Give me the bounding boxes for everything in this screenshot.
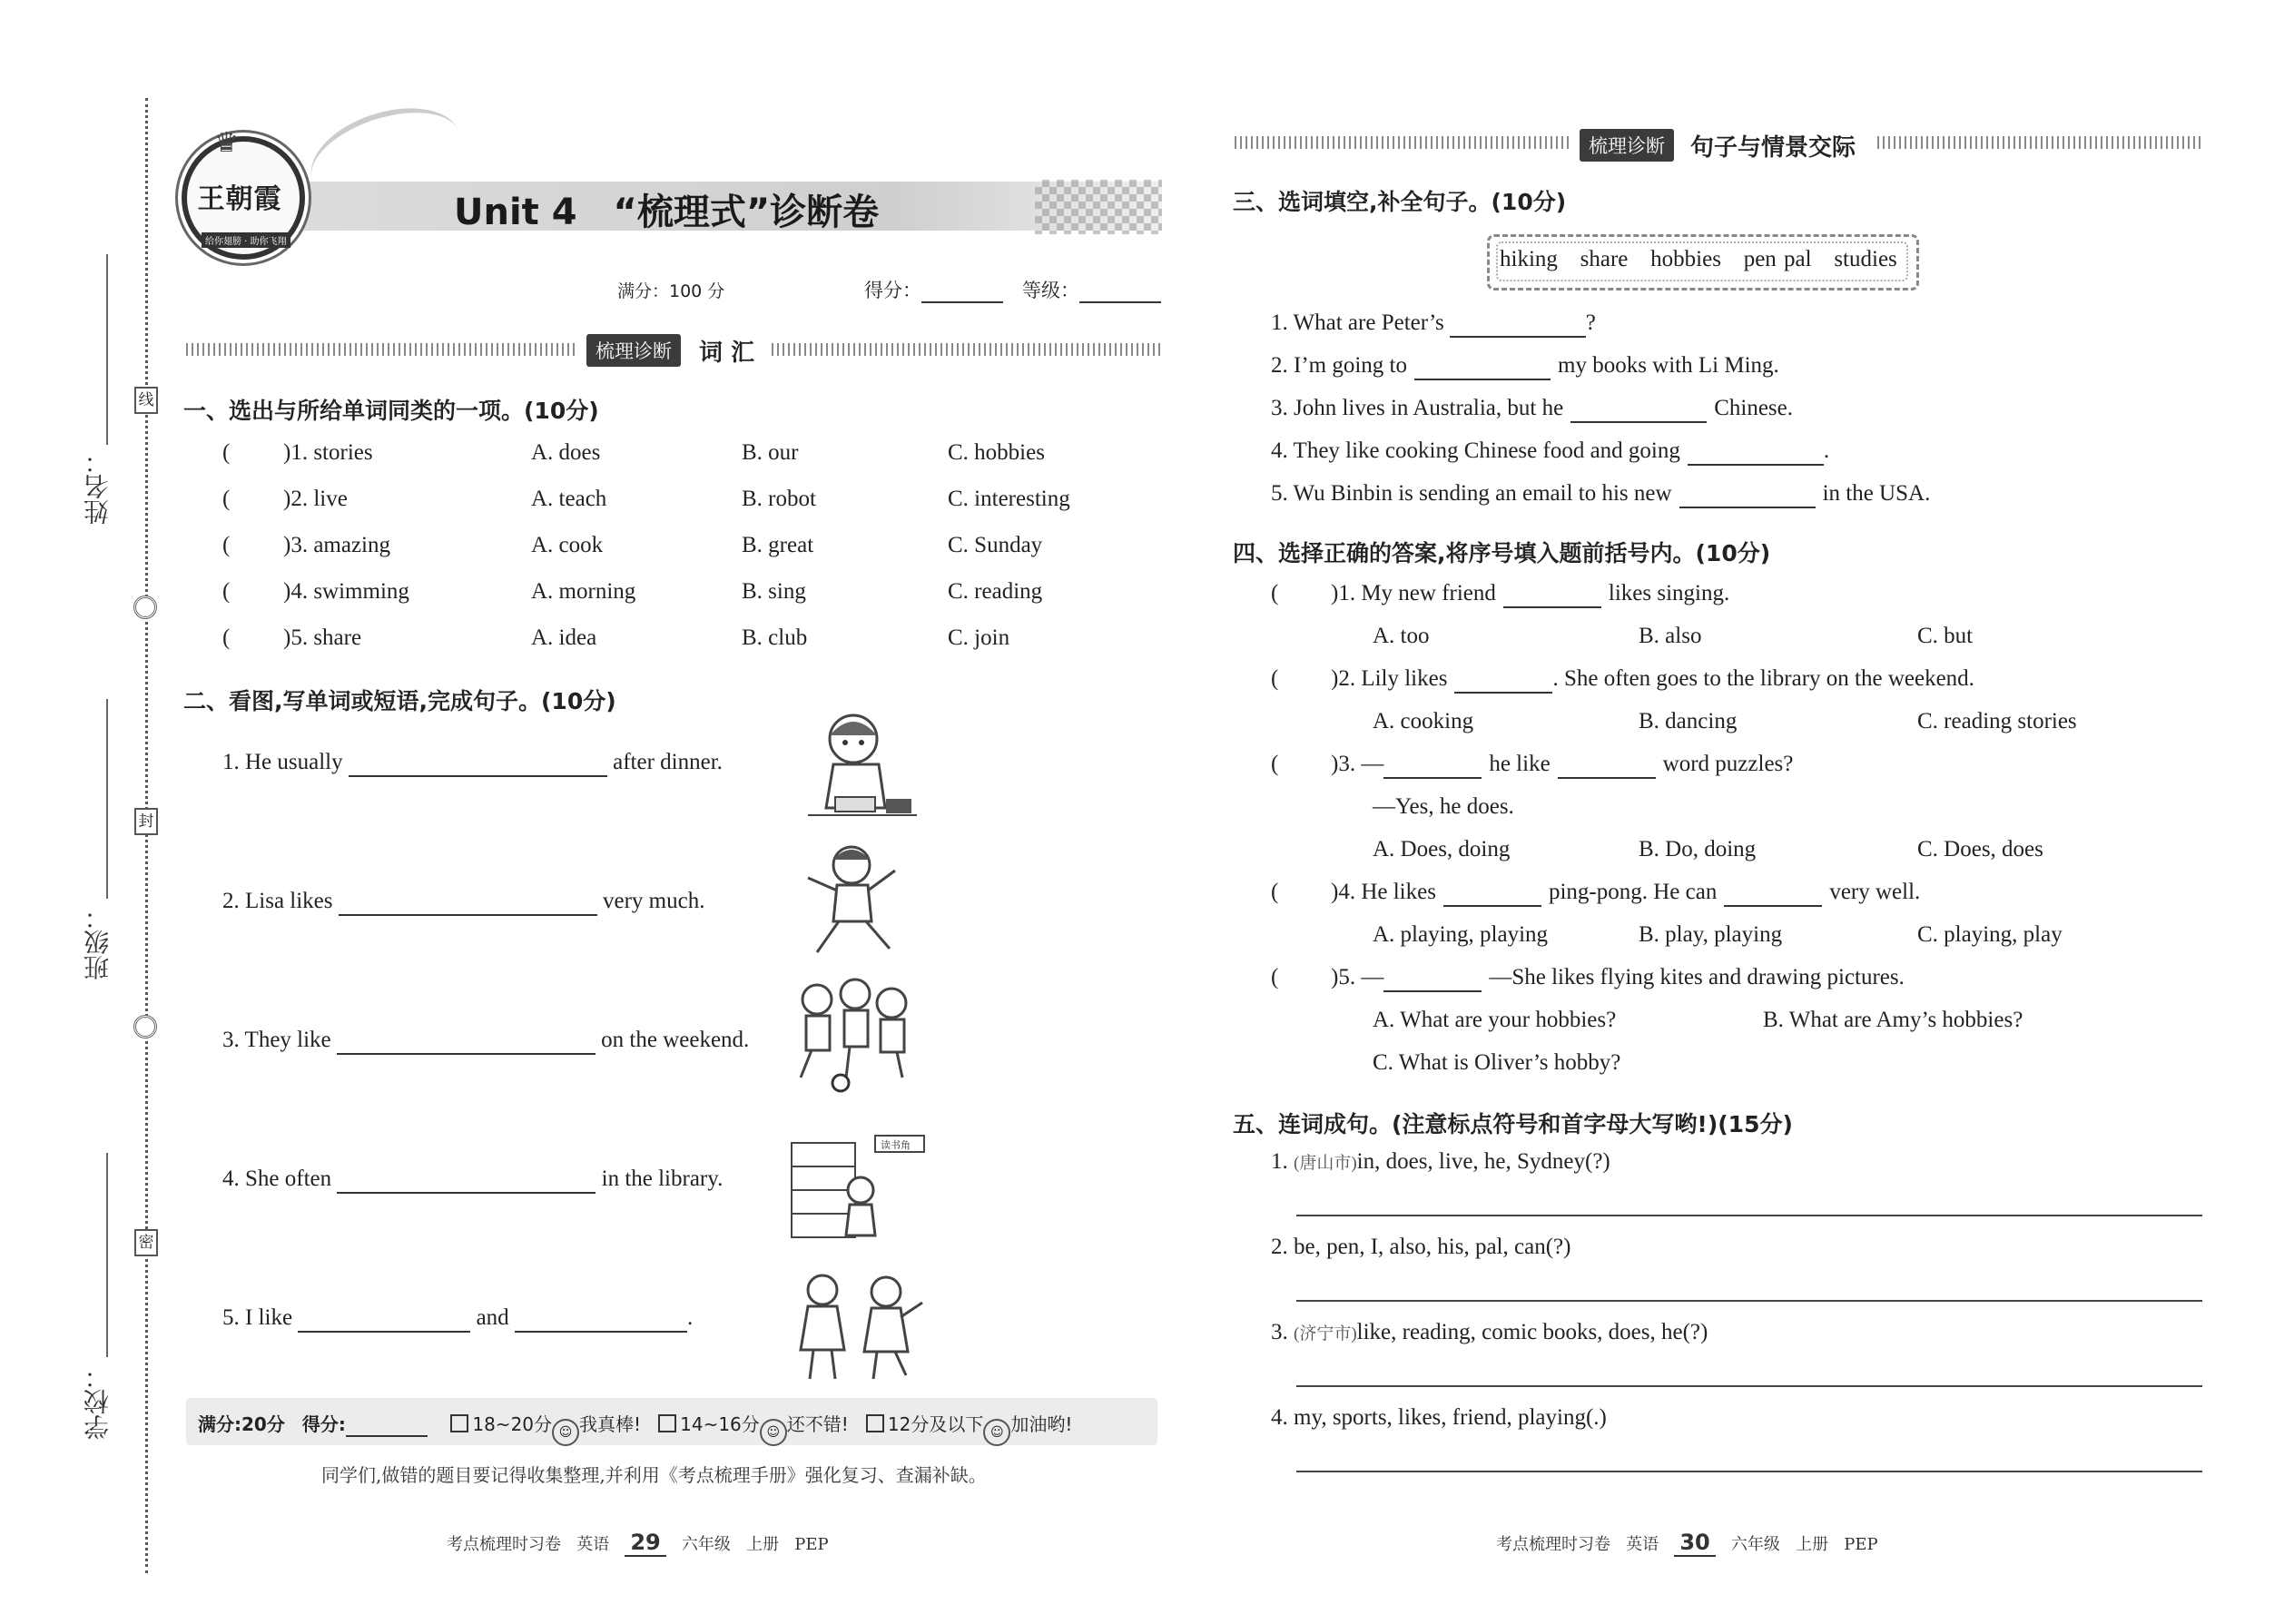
band-opt2-text: 还不错! — [786, 1413, 849, 1435]
section-badge: 梳理诊断 — [586, 334, 681, 367]
class-blank-line[interactable] — [106, 699, 108, 899]
q3-4-pre: 4. They like cooking Chinese food and going — [1271, 438, 1680, 463]
section5-heading: 五、连词成句。(注意标点符号和首字母大写哟!)(15分) — [1233, 1111, 1793, 1137]
school-blank-line[interactable] — [106, 1153, 108, 1357]
q4-5-opt-c: C. What is Oliver’s hobby? — [1373, 1050, 1621, 1075]
section-title-sentences: 句子与情景交际 — [1690, 134, 1856, 162]
paren: ( — [1271, 965, 1279, 989]
q1-4-b: B. sing — [742, 579, 806, 604]
q4-5-opt-a: A. What are your hobbies? — [1373, 1008, 1617, 1032]
footer-term: 上册 — [746, 1535, 780, 1554]
q2-2-post: very much. — [603, 889, 705, 913]
band-score: 得分: — [301, 1413, 346, 1435]
q4-1-opt-c: C. but — [1917, 624, 1974, 648]
footer-edition: PEP — [1844, 1535, 1878, 1554]
footer-subject: 英语 — [576, 1535, 610, 1554]
header-dashes — [772, 343, 1160, 356]
seal-box-line: 线 — [134, 387, 158, 414]
q3-5-blank[interactable] — [1679, 481, 1816, 508]
q4-3-opt-a: A. Does, doing — [1373, 837, 1511, 861]
q2-3-blank[interactable] — [337, 1028, 596, 1055]
q1-2-c: C. interesting — [948, 487, 1070, 511]
q3-4-blank[interactable] — [1688, 438, 1824, 466]
q3-1-blank[interactable] — [1450, 310, 1586, 338]
girls-dancing-illustration — [786, 1266, 931, 1384]
q2-1-blank[interactable] — [349, 750, 607, 777]
q3-5-post: in the USA. — [1822, 481, 1931, 506]
q2-4-post: in the library. — [601, 1166, 724, 1191]
paren: ( — [1271, 880, 1279, 904]
q5-3-answer-line[interactable] — [1296, 1385, 2202, 1387]
q4-2-opt-a: A. cooking — [1373, 709, 1474, 733]
name-label: 姓名： — [83, 448, 113, 525]
q4-1-a: )1. My new friend — [1331, 581, 1496, 605]
q4-5-a: )5. — — [1331, 965, 1384, 989]
word-hiking: hiking — [1500, 247, 1558, 271]
q1-3-word: )3. amazing — [283, 533, 391, 557]
q2-1-post: after dinner. — [613, 750, 723, 774]
section-badge: 梳理诊断 — [1580, 129, 1674, 162]
review-note: 同学们,做错的题目要记得收集整理,并利用《考点梳理手册》强化复习、查漏补缺。 — [321, 1464, 987, 1486]
q5-3-tag: (济宁市) — [1294, 1324, 1357, 1343]
q4-4-opt-b: B. play, playing — [1639, 922, 1783, 947]
footer-series: 考点梳理时习卷 — [447, 1535, 561, 1554]
paren: ( — [222, 625, 231, 650]
crown-icon: ♛ — [214, 127, 239, 159]
q1-2-a: A. teach — [531, 487, 607, 511]
q1-2-word: )2. live — [283, 487, 348, 511]
header-dashes — [1877, 136, 2204, 149]
page-number: 30 — [1674, 1530, 1715, 1557]
smile-icon: ☺ — [983, 1419, 1010, 1446]
smile-icon: ☺ — [552, 1419, 579, 1446]
q5-4-num: 4. — [1271, 1405, 1288, 1430]
girl-taichi-illustration — [799, 840, 908, 958]
band-opt1-text: 我真棒! — [579, 1413, 642, 1435]
footer-grade: 六年级 — [1730, 1535, 1780, 1554]
library-sign-text: 读书角 — [881, 1139, 911, 1151]
seal-box-seal: 封 — [134, 808, 158, 835]
q1-1-a: A. does — [531, 440, 601, 465]
q3-1-pre: 1. What are Peter’s — [1271, 310, 1444, 335]
seal-box-secret: 密 — [134, 1229, 158, 1256]
q4-2-blank[interactable] — [1454, 666, 1552, 694]
q4-3-b: he like — [1489, 752, 1551, 776]
q4-4-opt-a: A. playing, playing — [1373, 922, 1549, 947]
checker-pattern — [1035, 180, 1162, 234]
q2-5-blank-a[interactable] — [298, 1305, 470, 1333]
q2-4-blank[interactable] — [337, 1166, 596, 1194]
q3-1-post: ? — [1585, 310, 1596, 335]
q4-1-opt-b: B. also — [1639, 624, 1702, 648]
q4-3-blank-b[interactable] — [1558, 752, 1656, 779]
q2-5-post: . — [686, 1305, 694, 1330]
band-opt2: 14~16分 — [680, 1413, 760, 1435]
q1-1-c: C. hobbies — [948, 440, 1045, 465]
q4-4-c: very well. — [1829, 880, 1921, 904]
q4-4-b: ping-pong. He can — [1548, 880, 1718, 904]
word-studies: studies — [1834, 247, 1897, 271]
q1-4-c: C. reading — [948, 579, 1043, 604]
q4-5-blank[interactable] — [1383, 965, 1482, 992]
q1-1-word: )1. stories — [283, 440, 373, 465]
q5-3-num: 3. — [1271, 1320, 1288, 1344]
q4-1-opt-a: A. too — [1373, 624, 1430, 648]
q5-4-words: my, sports, likes, friend, playing(.) — [1294, 1405, 1607, 1430]
q5-2-words: be, pen, I, also, his, pal, can(?) — [1294, 1235, 1571, 1259]
section1-heading: 一、选出与所给单词同类的一项。(10分) — [183, 398, 599, 424]
section3-heading: 三、选词填空,补全句子。(10分) — [1233, 189, 1567, 215]
grade-blank[interactable] — [1079, 280, 1161, 303]
q4-1-blank[interactable] — [1503, 581, 1601, 608]
q1-4-word: )4. swimming — [283, 579, 409, 604]
q4-3-opt-b: B. Do, doing — [1639, 837, 1757, 861]
footer-grade: 六年级 — [681, 1535, 731, 1554]
score-blank[interactable] — [921, 280, 1003, 303]
q4-4-blank-b[interactable] — [1724, 880, 1822, 907]
q1-2-b: B. robot — [742, 487, 816, 511]
binding-hole — [133, 1015, 157, 1038]
q5-2-num: 2. — [1271, 1235, 1288, 1259]
word-pen-pal: pen pal — [1743, 247, 1812, 271]
binding-hole — [133, 595, 157, 619]
checkbox-18-20[interactable] — [450, 1414, 468, 1432]
q4-2-a: )2. Lily likes — [1331, 666, 1448, 691]
grade-label: 等级： — [1022, 280, 1079, 301]
q4-2-b: . She often goes to the library on the weekend. — [1552, 666, 1974, 691]
q2-2-blank[interactable] — [339, 889, 597, 916]
q2-3-pre: 3. They like — [222, 1028, 331, 1052]
paren: ( — [1271, 752, 1279, 776]
q4-3-c: word puzzles? — [1662, 752, 1794, 776]
girl-library-illustration — [786, 1130, 931, 1244]
q4-5-opt-b: B. What are Amy’s hobbies? — [1763, 1008, 2023, 1032]
full-score: 满分：100 分 — [617, 281, 725, 301]
q3-3-post: Chinese. — [1714, 396, 1793, 420]
q3-3-blank[interactable] — [1570, 396, 1707, 423]
boy-reading-illustration — [799, 708, 926, 826]
name-blank-line[interactable] — [106, 254, 108, 445]
paren: ( — [1271, 666, 1279, 691]
logo-slogan: 给你翅膀 · 助你飞翔 — [202, 232, 290, 248]
q5-4-answer-line[interactable] — [1296, 1471, 2202, 1472]
q5-2-answer-line[interactable] — [1296, 1300, 2202, 1302]
word-share: share — [1580, 247, 1629, 271]
class-label: 班级： — [83, 904, 113, 980]
q1-1-b: B. our — [742, 440, 799, 465]
q4-4-opt-c: C. playing, play — [1917, 922, 2063, 947]
band-opt1: 18~20分 — [472, 1413, 553, 1435]
footer-series: 考点梳理时习卷 — [1496, 1535, 1610, 1554]
score-label: 得分： — [864, 280, 921, 301]
section4-heading: 四、选择正确的答案,将序号填入题前括号内。(10分) — [1233, 540, 1771, 566]
q3-5-pre: 5. Wu Binbin is sending an email to his new — [1271, 481, 1672, 506]
band-opt3-text: 加油哟! — [1010, 1413, 1073, 1435]
paren: ( — [1271, 581, 1279, 605]
q4-3-opt-c: C. Does, does — [1917, 837, 2043, 861]
q2-1-pre: 1. He usually — [222, 750, 343, 774]
q3-2-pre: 2. I’m going to — [1271, 353, 1407, 378]
footer-term: 上册 — [1796, 1535, 1829, 1554]
q2-3-post: on the weekend. — [601, 1028, 750, 1052]
q2-5-blank-b[interactable] — [515, 1305, 687, 1333]
band-opt3: 12分及以下 — [887, 1413, 984, 1435]
q4-4-blank-a[interactable] — [1443, 880, 1541, 907]
q4-1-b: likes singing. — [1608, 581, 1730, 605]
q5-1-words: in, does, live, he, Sydney(?) — [1356, 1149, 1610, 1174]
q4-2-opt-b: B. dancing — [1639, 709, 1738, 733]
q5-1-answer-line[interactable] — [1296, 1215, 2202, 1216]
section2-heading: 二、看图,写单词或短语,完成句子。(10分) — [183, 688, 616, 714]
page-number: 29 — [625, 1530, 665, 1557]
footer-subject: 英语 — [1626, 1535, 1659, 1554]
q4-3-blank-a[interactable] — [1383, 752, 1482, 779]
q1-4-a: A. morning — [531, 579, 636, 604]
q5-1-num: 1. — [1271, 1149, 1288, 1174]
q2-5-pre: 5. I like — [222, 1305, 293, 1330]
footer-edition: PEP — [794, 1535, 829, 1554]
q3-3-pre: 3. John lives in Australia, but he — [1271, 396, 1564, 420]
q3-2-blank[interactable] — [1414, 353, 1551, 380]
q1-3-c: C. Sunday — [948, 533, 1043, 557]
header-dashes — [186, 343, 576, 356]
q5-3-words: like, reading, comic books, does, he(?) — [1356, 1320, 1708, 1344]
q4-3-a: )3. — — [1331, 752, 1384, 776]
q4-5-b: —She likes flying kites and drawing pictures. — [1489, 965, 1905, 989]
q2-4-pre: 4. She often — [222, 1166, 332, 1191]
band-full: 满分:20分 — [198, 1413, 285, 1435]
logo-text: 王朝霞 — [197, 183, 282, 215]
q1-5-b: B. club — [742, 625, 808, 650]
q3-4-post: . — [1823, 438, 1830, 463]
q1-5-word: )5. share — [283, 625, 362, 650]
header-dashes — [1235, 136, 1569, 149]
q1-3-b: B. great — [742, 533, 814, 557]
checkbox-14-16[interactable] — [658, 1414, 676, 1432]
q1-5-a: A. idea — [531, 625, 597, 650]
paren: ( — [222, 440, 231, 465]
page-title: Unit 4 “梳理式”诊断卷 — [454, 192, 880, 233]
word-hobbies: hobbies — [1650, 247, 1721, 271]
paren: ( — [222, 533, 231, 557]
binding-dotted-line — [145, 98, 148, 1573]
q4-2-opt-c: C. reading stories — [1917, 709, 2077, 733]
boys-football-illustration — [790, 976, 917, 1094]
q1-3-a: A. cook — [531, 533, 604, 557]
q3-2-post: my books with Li Ming. — [1558, 353, 1779, 378]
q5-1-tag: (唐山市) — [1294, 1154, 1357, 1173]
paren: ( — [222, 579, 231, 604]
section-title-vocab: 词 汇 — [699, 340, 755, 367]
q1-5-c: C. join — [948, 625, 1010, 650]
q2-2-pre: 2. Lisa likes — [222, 889, 333, 913]
q2-5-mid: and — [476, 1305, 509, 1330]
school-label: 学校： — [83, 1363, 113, 1440]
paren: ( — [222, 487, 231, 511]
checkbox-12-below[interactable] — [866, 1414, 884, 1432]
q4-3-reply: —Yes, he does. — [1373, 794, 1514, 819]
band-score-blank[interactable] — [346, 1413, 428, 1437]
smile-icon: ☺ — [760, 1419, 787, 1446]
q4-4-a: )4. He likes — [1331, 880, 1436, 904]
